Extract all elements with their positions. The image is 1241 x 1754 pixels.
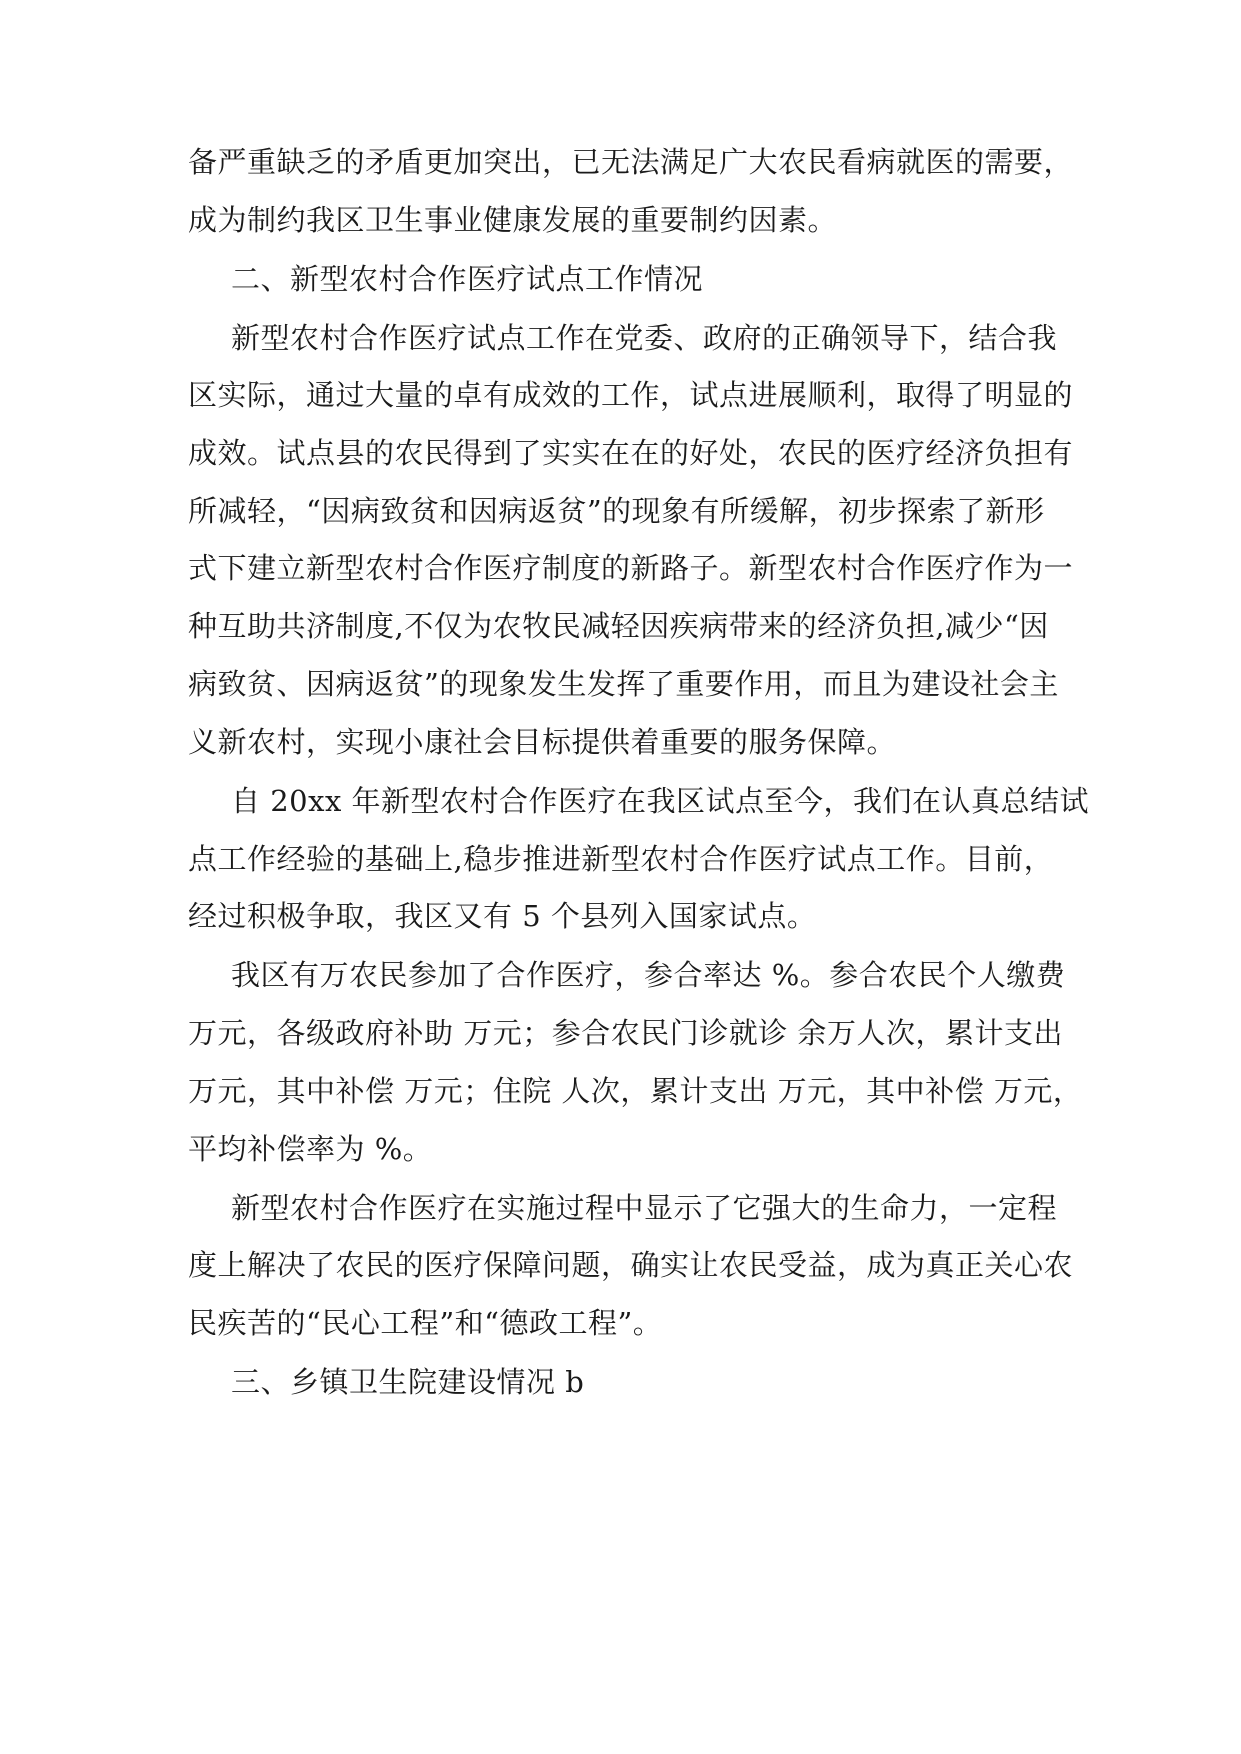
paragraph-line: 度上解决了农民的医疗保障问题，确实让农民受益，成为真正关心农 <box>188 1248 1074 1282</box>
paragraph-line: 我区有万农民参加了合作医疗，参合率达 %。参合农民个人缴费 <box>231 958 1066 992</box>
paragraph-line: 所减轻，“因病致贫和因病返贫”的现象有所缓解，初步探索了新形 <box>188 494 1045 528</box>
paragraph-line: 民疾苦的“民心工程”和“德政工程”。 <box>188 1306 663 1340</box>
section-heading: 二、新型农村合作医疗试点工作情况 <box>231 262 704 296</box>
paragraph-line: 自 20xx 年新型农村合作医疗在我区试点至今，我们在认真总结试 <box>231 784 1090 818</box>
paragraph-line: 成效。试点县的农民得到了实实在在的好处，农民的医疗经济负担有 <box>188 436 1074 470</box>
paragraph-line: 义新农村，实现小康社会目标提供着重要的服务保障。 <box>188 725 897 759</box>
section-heading: 三、乡镇卫生院建设情况 b <box>231 1365 585 1399</box>
paragraph-line: 万元，其中补偿 万元；住院 人次，累计支出 万元，其中补偿 万元， <box>188 1074 1083 1108</box>
paragraph-line: 式下建立新型农村合作医疗制度的新路子。新型农村合作医疗作为一 <box>188 551 1074 585</box>
paragraph-line: 病致贫、因病返贫”的现象发生发挥了重要作用，而且为建设社会主 <box>188 667 1059 701</box>
paragraph-line: 种互助共济制度,不仅为农牧民减轻因疾病带来的经济负担,减少“因 <box>188 609 1049 643</box>
paragraph-line: 经过积极争取，我区又有 5 个县列入国家试点。 <box>188 899 817 933</box>
paragraph-line: 平均补偿率为 %。 <box>188 1132 433 1166</box>
paragraph-line: 成为制约我区卫生事业健康发展的重要制约因素。 <box>188 203 838 237</box>
paragraph-line: 新型农村合作医疗试点工作在党委、政府的正确领导下，结合我 <box>231 321 1058 355</box>
paragraph-line: 新型农村合作医疗在实施过程中显示了它强大的生命力，一定程 <box>231 1191 1058 1225</box>
paragraph-line: 万元，各级政府补助 万元；参合农民门诊就诊 余万人次，累计支出 <box>188 1016 1063 1050</box>
paragraph-line: 区实际，通过大量的卓有成效的工作，试点进展顺利，取得了明显的 <box>188 378 1074 412</box>
paragraph-line: 备严重缺乏的矛盾更加突出，已无法满足广大农民看病就医的需要， <box>188 145 1074 179</box>
paragraph-line: 点工作经验的基础上,稳步推进新型农村合作医疗试点工作。目前， <box>188 842 1054 876</box>
